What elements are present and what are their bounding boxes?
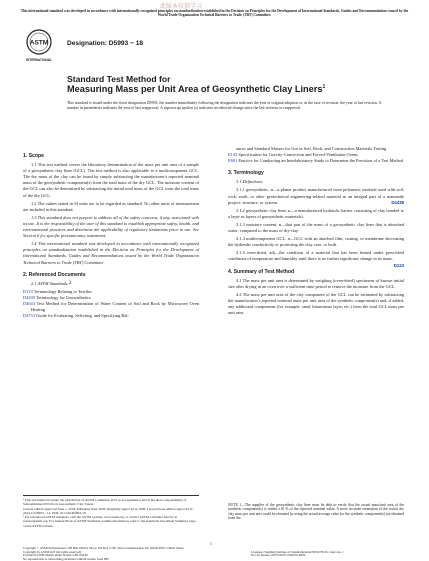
ref-item bbox=[228, 158, 404, 164]
ref-title: Practice for Conducting an Interlaboratory Study to Determine the Precision of a Test Method bbox=[237, 158, 404, 164]
title-main: Measuring Mass per Unit Area of Geosynthetic Clay Liners bbox=[67, 84, 323, 94]
def-source-link[interactable]: D123 bbox=[393, 262, 404, 268]
section-2-heading: 2. Referenced Documents bbox=[23, 271, 86, 278]
definition-moisture: 3.1.3 moisture content, n—that part of the mass of a geosynthetic clay liner that is absorbed water, compared to the mass of dry clay. bbox=[228, 221, 404, 234]
ref-item bbox=[23, 301, 199, 313]
para-4-1: 4.1 The mass per unit area is determined by weighing (oven-dried) specimens of known initial size after drying in an oven over a sufficient time period to remove the moisture from the GCL. bbox=[228, 277, 404, 289]
page-footer bbox=[23, 547, 403, 561]
page-number: 1 bbox=[210, 541, 212, 546]
ref-continuation: ances and Standard Masses for Use in Soil, Rock, and Construction Materials Testing bbox=[236, 146, 387, 151]
copyright-line: Copyright © ASTM International, 100 Barr Harbor Drive, PO Box C700, West Conshohocken, PA 19428-2959. United States bbox=[23, 546, 184, 550]
ref-code-link[interactable]: D4439 bbox=[23, 294, 35, 300]
svg-text:INTERNATIONAL: INTERNATIONAL bbox=[26, 58, 52, 62]
para-1-1: 1.1 This test method covers the laboratory determination of the mass per unit area of a sample of a geosynthetic clay liner (GCL). The test method is also applicable to a multicomponent GCL. The dry mass of the clay can be found by simply subtracting the manufacturer's reported nominal mass of the geosynthetic component(s) from the total mass of the dry GCL. The moisture content of the GCL can also be determined by subtracting the initial total mass of the GCL from the total mass of the dry GCL. bbox=[23, 162, 199, 198]
license-line-3: No reproduction or networking permitted without license from IHS bbox=[23, 556, 109, 561]
section-1-heading: 1. Scope bbox=[23, 153, 44, 159]
designation: Designation: D5993 − 18 bbox=[67, 40, 144, 47]
ref-code-link[interactable]: E691 bbox=[228, 158, 238, 164]
definition-gcl: 3.1.2 geosynthetic clay liner, n—a manufactured hydraulic barrier consisting of clay bonded to a layer or layers of geosynthetic materials). bbox=[228, 207, 404, 219]
license-line-2: Provided by IHS Markit under license with ASTM bbox=[23, 553, 88, 558]
title-line-1: Standard Test Method for bbox=[67, 74, 171, 84]
title-line-2 bbox=[67, 84, 325, 94]
title-footnote-mark: 1 bbox=[322, 84, 326, 90]
astm-standards-label: 2.1 ASTM Standards: bbox=[31, 280, 69, 286]
right-column bbox=[228, 146, 404, 318]
licensee-line: Licensee=Tongling Institute of Standardization/5959179101, User=xx, r bbox=[251, 549, 344, 554]
para-4-2: 4.2 The mass per unit area of the clay component of the GCL can be estimated by subtracting the manufacturer's reported nominal mass per unit area of the synthetic component(s) and, if added, any additional components (for example, sand, bituminous layer, etc.) from the total GCL mass per unit area. bbox=[228, 291, 404, 316]
ref-title: Specification for Gravity-Convection and Forced-Ventilation Ovens bbox=[237, 152, 358, 158]
definition-text: 3.1.1 geosynthetic, n—a planar product manufactured from polymeric material used with soil, rock, earth, or other geotechnical engineering-related material as an integral part of a manmade project, structure, or system. bbox=[228, 187, 404, 205]
ref-code-link[interactable]: D4643 bbox=[23, 300, 35, 306]
para-1-3: 1.3 This standard does not purport to address all of the safety concerns, if any, associated with its use. It is the responsibility of the user of this standard to establish appropriate safety, health, and environmental practices and determine the applicability of regulatory limitations prior to use. See Section 6 for specific precautionary statements. bbox=[23, 214, 199, 239]
footnote-1: ¹ This test method is under the jurisdiction of ASTM Committee D35 on Geosynthetics and is the direct responsibility of Subcommittee D35.04 on Geosynthetic Clay Liners. bbox=[23, 498, 187, 507]
ref-code-link[interactable]: E145 bbox=[228, 152, 238, 158]
para-1-2: 1.2 The values stated in SI units are to be regarded as standard. No other units of measurement are included in this standard. bbox=[23, 200, 199, 212]
svg-text:ASTM: ASTM bbox=[29, 39, 49, 47]
ref-title: Guide for Evaluating, Selecting, and Specifying Bal- bbox=[34, 313, 129, 319]
astm-logo-icon bbox=[24, 28, 54, 64]
para-3-1: 3.1 Definitions: bbox=[236, 179, 264, 185]
ref-item bbox=[23, 313, 199, 319]
footnote-2: ² For referenced ASTM standards, visit the ASTM website, www.astm.org, or contact ASTM Customer Service at service@astm.org. For Annual Book of ASTM Standards volume information, refer to the standard's Document Summary page on the ASTM website. bbox=[23, 515, 196, 528]
footnote-2-mark: 2 bbox=[68, 280, 72, 286]
para-1-4: 1.4 This international standard was developed in accordance with internationally recognized principles on standardization established in the Decision on Principles for the Development of International Standards, Guides and Recommendations issued by the World Trade Organization Technical Barriers to Trade (TBT) Committee. bbox=[23, 241, 199, 265]
definition-multicomponent: 3.1.4 multicomponent GCL, n—GCL with an attached film, coating, or membrane decreasing the hydraulic conductivity or protecting the clay core, or both. bbox=[228, 236, 404, 248]
para-2-1 bbox=[23, 281, 199, 287]
top-note: This international standard was developed in accordance with internationally recognized principles on standardization established in the Decision on Principles for the Development of International Standards, Guides and Recommendations issued by the World Trade Organization Technical Barriers to Trade (TBT) Committee. bbox=[20, 9, 409, 18]
astm-logo bbox=[24, 28, 54, 64]
definition-oven-dried bbox=[228, 250, 404, 268]
footnote-1b: Current edition approved June 1, 2018. Published June 2018. Originally approved in 1996. Last previous edition approved in 2014 as D5993 – 14. DOI: 10.1520/D5993-18. bbox=[23, 506, 193, 515]
watermark-text: 此版本仅供学习 bbox=[160, 3, 203, 10]
definition-geosynthetic bbox=[228, 187, 404, 205]
intro-paragraph: This standard is issued under the fixed designation D5993; the number immediately following the designation indicates the year of original adoption or, in the case of revision, the year of last revision. A number in parentheses indicates the year of last reapproval. A superscript epsilon (ε) indicates an editorial change since the last revision or reapproval. bbox=[67, 101, 382, 111]
ref-title: Terminology Relating to Textiles bbox=[32, 288, 92, 294]
ref-code-link[interactable]: D4753 bbox=[23, 313, 35, 319]
ref-code-link[interactable]: D123 bbox=[23, 288, 33, 294]
footnotes bbox=[23, 495, 199, 528]
section-3-heading: 3. Terminology bbox=[228, 170, 264, 177]
ref-title: Terminology for Geosynthetics bbox=[34, 294, 91, 300]
note-1: NOTE 1—The supplier of the geosynthetic clay liner must be able to verify that the actual mass/unit area of the synthetic component(s) is within ±10 % of the reported nominal value. A more accurate estimation of the actual dry clay mass per unit area could be obtained by using the actual average value for the synthetic component(s) (as obtained from the bbox=[228, 503, 404, 521]
definition-text: 3.1.5 oven-dried, adj—the condition of a material that has been heated under prescribed conditions of temperature and humidity until there is no further significant change in its mass. bbox=[228, 250, 404, 262]
left-column bbox=[23, 147, 199, 319]
ref-title: Test Method for Determination of Water Content of Soil and Rock by Microwave Oven Heating bbox=[31, 300, 199, 313]
resale-line: Not for Resale, 06/25/2018 19:09:56 MDT bbox=[251, 553, 306, 558]
license-line-1: Copyright by ASTM Int'l (all rights reserved); bbox=[23, 549, 82, 554]
def-source-link[interactable]: D4439 bbox=[391, 199, 404, 205]
section-4-heading: 4. Summary of Test Method bbox=[228, 268, 295, 275]
